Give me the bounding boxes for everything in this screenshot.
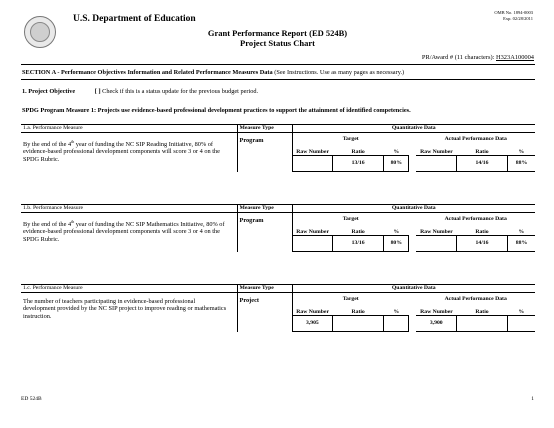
section-a-note: (See Instructions. Use as many pages as necessary.) xyxy=(274,69,405,76)
quantitative-data-table xyxy=(293,213,536,252)
target-ratio: 13/16 xyxy=(333,156,384,172)
target-raw-number-header: Raw Number xyxy=(293,222,333,236)
actual-ratio xyxy=(457,316,508,332)
target-percent: 80% xyxy=(384,156,409,172)
omb-number: OMB No. 1894-0003 xyxy=(494,10,533,15)
actual-percent xyxy=(507,316,535,332)
actual-percent-header: % xyxy=(507,302,535,316)
measure-type: Program xyxy=(237,213,292,253)
target-percent xyxy=(384,316,409,332)
target-ratio xyxy=(333,316,384,332)
target-raw-number xyxy=(293,156,333,172)
objective-label: 1. Project Objective xyxy=(22,88,76,95)
seal-emblem-icon xyxy=(30,22,50,42)
performance-measure-table xyxy=(21,284,535,332)
actual-raw-number xyxy=(416,236,456,252)
status-update-text: Check if this is a status update for the previous budget period. xyxy=(102,88,259,95)
measure-type-header: Measure Type xyxy=(237,285,292,293)
actual-raw-number-header: Raw Number xyxy=(416,302,456,316)
measure-type: Program xyxy=(237,133,292,173)
quantitative-data-table xyxy=(293,133,536,172)
praward-number: H323A100004 xyxy=(496,54,534,61)
actual-header: Actual Performance Data xyxy=(444,295,507,302)
section-divider xyxy=(21,79,535,80)
actual-percent-header: % xyxy=(507,222,535,236)
target-percent-header: % xyxy=(384,142,409,156)
measure-type-header: Measure Type xyxy=(237,205,292,213)
actual-raw-number xyxy=(416,156,456,172)
header-divider xyxy=(21,64,535,65)
actual-header: Actual Performance Data xyxy=(444,215,507,222)
actual-ratio: 14/16 xyxy=(457,156,508,172)
program-measure-heading: SPDG Program Measure 1: Projects use evidence-based professional development practices to support the attainment of identified competencies. xyxy=(22,107,411,114)
target-raw-number: 3,905 xyxy=(293,316,333,332)
target-ratio-header: Ratio xyxy=(333,142,384,156)
actual-ratio-header: Ratio xyxy=(457,302,508,316)
target-raw-number xyxy=(293,236,333,252)
target-ratio-header: Ratio xyxy=(333,222,384,236)
status-update-checkbox[interactable]: [ ] xyxy=(94,88,101,95)
actual-raw-number: 3,900 xyxy=(416,316,456,332)
quantitative-data-header: Quantitative Data xyxy=(292,205,535,213)
measure-id: 1.b. Performance Measure xyxy=(21,205,237,213)
actual-raw-number-header: Raw Number xyxy=(416,222,456,236)
quantitative-data-header: Quantitative Data xyxy=(292,125,535,133)
target-header: Target xyxy=(342,295,359,302)
praward xyxy=(422,54,534,61)
quantitative-data xyxy=(292,133,535,173)
target-ratio: 13/16 xyxy=(333,236,384,252)
form-id: ED 524B xyxy=(21,396,42,402)
report-subtitle: Project Status Chart xyxy=(240,38,315,48)
target-percent-header: % xyxy=(384,222,409,236)
quantitative-data xyxy=(292,213,535,253)
section-a-heading: SECTION A - Performance Objectives Information and Related Performance Measures Data xyxy=(22,69,273,76)
target-raw-number-header: Raw Number xyxy=(293,302,333,316)
actual-raw-number-header: Raw Number xyxy=(416,142,456,156)
section-a-title xyxy=(22,69,404,76)
department-seal xyxy=(24,16,56,48)
target-raw-number-header: Raw Number xyxy=(293,142,333,156)
praward-label: PR/Award # (11 characters): xyxy=(421,54,495,61)
actual-ratio-header: Ratio xyxy=(457,142,508,156)
page-number: 1 xyxy=(531,396,534,402)
report-title xyxy=(170,28,385,48)
performance-measure-table xyxy=(21,204,535,252)
target-percent: 80% xyxy=(384,236,409,252)
performance-measure-table xyxy=(21,124,535,172)
target-percent-header: % xyxy=(384,302,409,316)
quantitative-data xyxy=(292,293,535,333)
measure-id: 1.c. Performance Measure xyxy=(21,285,237,293)
quantitative-data-table xyxy=(293,293,536,332)
actual-ratio-header: Ratio xyxy=(457,222,508,236)
omb-expiration: Exp. 02/28/2011 xyxy=(503,15,533,21)
report-title-line: Grant Performance Report (ED 524B) xyxy=(207,28,348,38)
measure-type: Project xyxy=(237,293,292,333)
measure-description: The number of teachers participating in evidence-based professional development provided by the NC SIP project to improve reading or mathematics instruction. xyxy=(23,298,227,320)
actual-ratio: 14/16 xyxy=(457,236,508,252)
measure-id: 1.a. Performance Measure xyxy=(21,125,237,133)
target-header: Target xyxy=(342,135,359,142)
actual-percent-header: % xyxy=(507,142,535,156)
target-ratio-header: Ratio xyxy=(333,302,384,316)
omb-info xyxy=(494,10,533,21)
actual-percent: 88% xyxy=(507,156,535,172)
department-name: U.S. Department of Education xyxy=(73,14,196,24)
target-header: Target xyxy=(342,215,359,222)
actual-percent: 88% xyxy=(507,236,535,252)
measure-description: By the end of the 4th year of funding the NC SIP Mathematics Initiative, 80% of evidence-based professional development components will score 3 or 4 on the SPDG Rubric. xyxy=(23,219,225,243)
measure-description: By the end of the 4th year of funding the NC SIP Reading Initiative, 80% of evidence-based professional development components will score 3 or 4 on the SPDG Rubric. xyxy=(23,139,220,163)
measure-type-header: Measure Type xyxy=(237,125,292,133)
quantitative-data-header: Quantitative Data xyxy=(292,285,535,293)
project-objective xyxy=(22,88,258,95)
actual-header: Actual Performance Data xyxy=(444,135,507,142)
